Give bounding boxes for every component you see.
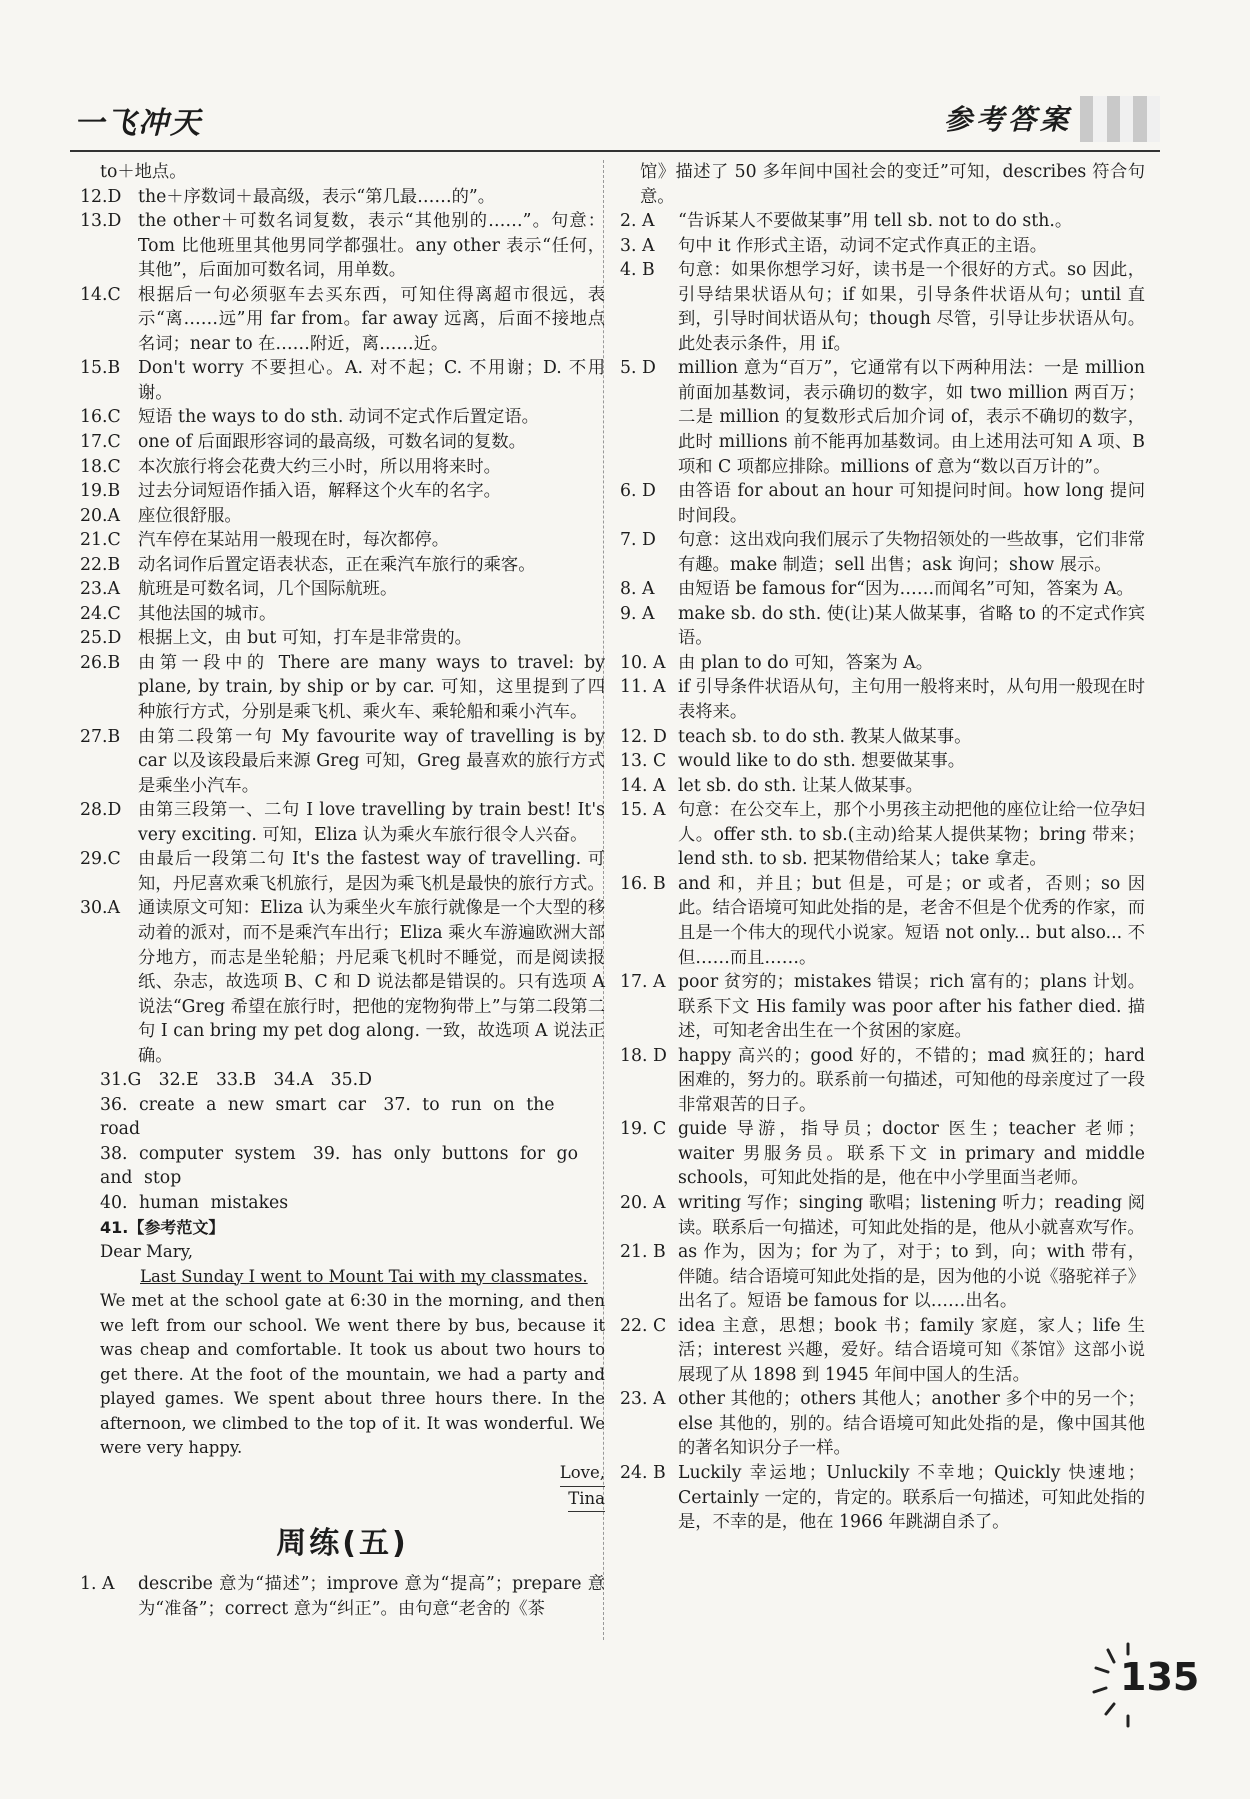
answer-text: to＋地点。 (100, 162, 187, 182)
answer-number: 4. B (620, 260, 655, 281)
answer-number: 11. A (620, 677, 666, 698)
answer-number: 14. A (620, 775, 666, 796)
answer-text: guide 导游，指导员；doctor 医生；teacher 老师；waiter 男服务员。联系下文 in primary and middle schools，可知此处指的是，他在中小学里面当老师。 (678, 1119, 1145, 1189)
short-answer-line: 36. create a new smart car 37. to run on the road (100, 1094, 555, 1140)
answer-text: 句意：在公交车上，那个小男孩主动把他的座位让给一位孕妇人。offer sth. to sb.(主动)给某人提供某物；bring 带来；lend sth. to sb. 把某物借给某人；take 拿走。 (678, 800, 1145, 870)
answer-item (620, 1191, 1145, 1240)
answer-text: 航班是可数名词，几个国际航班。 (138, 579, 398, 600)
right-column (620, 160, 1145, 1535)
answer-text: 本次旅行将会花费大约三小时，所以用将来时。 (138, 456, 501, 477)
answer-item (620, 675, 1145, 724)
answer-text: 馆》描述了 50 多年间中国社会的变迁”可知，describes 符合句意。 (640, 162, 1145, 207)
answer-item (620, 774, 1145, 799)
letter-closing: Love, (100, 1461, 605, 1487)
answer-number: 19.B (80, 481, 121, 502)
answer-item (620, 1117, 1145, 1191)
essay-label: 41.【参考范文】 (100, 1217, 225, 1237)
answer-text: 由 plan to do 可知，答案为 A。 (678, 652, 934, 673)
answer-number: 18.C (80, 456, 121, 477)
answer-number: 15. A (620, 800, 666, 821)
answer-text: Luckily 幸运地；Unluckily 不幸地；Quickly 快速地；Certainly 一定的，肯定的。联系后一句描述，可知此处指的是，不幸的是，他在 1966 年跳湖自杀了。 (678, 1462, 1145, 1533)
answer-item (620, 1387, 1145, 1461)
answer-text: 其他法国的城市。 (138, 603, 277, 624)
answer-number: 6. D (620, 481, 656, 502)
letter-body: We met at the school gate at 6:30 in the morning, and then we left from our school. We went there by bus, because it was cheap and comfortable. It took us about two hours to get there. At the foot of the mountain, we had a party and played games. We spent about three hours there. In the afternoon, we climbed to the top of it. It was wonderful. We were very happy. (100, 1291, 605, 1458)
answer-text: let sb. do sth. 让某人做某事。 (678, 775, 923, 796)
answer-text: 动名词作后置定语表状态，正在乘汽车旅行的乘客。 (138, 554, 536, 575)
answer-number: 10. A (620, 652, 666, 673)
answer-text: other 其他的；others 其他人；another 多个中的另一个；else 其他的，别的。结合语境可知此处指的是，像中国其他的著名知识分子一样。 (678, 1389, 1145, 1459)
answer-text: “告诉某人不要做某事”用 tell sb. not to do sth.。 (678, 211, 1073, 232)
answer-item (80, 528, 605, 553)
answer-number: 3. A (620, 235, 655, 256)
answer-number: 22.B (80, 554, 121, 575)
answer-item (80, 185, 605, 210)
answer-item (620, 651, 1145, 676)
answer-text: 由答语 for about an hour 可知提问时间。how long 提问时间段。 (678, 481, 1145, 526)
answer-number: 23. A (620, 1389, 666, 1410)
answer-item (620, 1044, 1145, 1118)
answer-number: 15.B (80, 358, 121, 379)
answer-text: the other＋可数名词复数，表示“其他别的……”。句意：Tom 比他班里其他男同学都强壮。any other 表示“任何，其他”，后面加可数名词，用单数。 (138, 211, 605, 281)
answer-number: 24. B (620, 1462, 666, 1483)
answer-number: 20. A (620, 1192, 666, 1213)
answer-number: 13.D (80, 211, 122, 232)
answer-text: 句意：这出戏向我们展示了失物招领处的一些故事，它们非常有趣。make 制造；sell 出售；ask 询问；show 展示。 (678, 530, 1145, 575)
answer-text: idea 主意，思想；book 书；family 家庭，家人；life 生活；interest 兴趣，爱好。结合语境可知《茶馆》这部小说展现了从 1898 到 1945 年间中国人的生活。 (678, 1315, 1145, 1385)
answer-text: 过去分词短语作插入语，解释这个火车的名字。 (138, 481, 501, 502)
answer-text: as 作为，因为；for 为了，对于；to 到，向；with 带有，伴随。结合语境可知此处指的是，因为他的小说《骆驼祥子》出名了。短语 be famous for 以……出名。 (678, 1242, 1145, 1312)
letter-first-line: Last Sunday I went to Mount Tai with my classmates. (140, 1266, 588, 1286)
answer-item (80, 455, 605, 480)
answer-item (620, 258, 1145, 356)
answer-item (80, 651, 605, 725)
answer-item (80, 283, 605, 357)
answer-number: 2. A (620, 211, 655, 232)
answer-text: and 和，并且；but 但是，可是；or 或者，否则；so 因此。结合语境可知此处指的是，老舍不但是个优秀的作家，而且是一个伟大的现代小说家。短语 not only... but also... 不但……而且……。 (678, 873, 1145, 968)
short-answer-line: 40. human mistakes (100, 1192, 289, 1213)
answer-text: would like to do sth. 想要做某事。 (678, 751, 966, 772)
answer-text: writing 写作；singing 歌唱；listening 听力；reading 阅读。联系后一句描述，可知此处指的是，他从小就喜欢写作。 (678, 1192, 1145, 1238)
model-letter (80, 1240, 605, 1512)
answer-number: 12.D (80, 186, 122, 207)
answer-item (80, 602, 605, 627)
answer-item (620, 356, 1145, 479)
section-title: 周练(五) (276, 1526, 409, 1562)
answer-item (80, 577, 605, 602)
answer-item (620, 1240, 1145, 1314)
answer-text: 由第三段第一、二句 I love travelling by train best! It's very exciting. 可知，Eliza 认为乘火车旅行很令人兴奋。 (138, 800, 605, 845)
answer-number: 16. B (620, 873, 666, 894)
answer-number: 30.A (80, 898, 120, 919)
answer-text: happy 高兴的；good 好的，不错的；mad 疯狂的；hard 困难的，努力的。联系前一句描述，可知他的母亲度过了一段非常艰苦的日子。 (678, 1045, 1145, 1115)
answer-text: teach sb. to do sth. 教某人做某事。 (678, 726, 972, 747)
answer-item (80, 209, 605, 283)
answer-text: 通读原文可知：Eliza 认为乘坐火车旅行就像是一个大型的移动着的派对，而不是乘汽车出行；Eliza 乘火车游遍欧洲大部分地方，而志是坐轮船；丹尼乘飞机时不睡觉，而是阅读报纸、杂志，故选项 B、C 和 D 说法都是错误的。只有选项 A 说法“Greg 希望在旅行时，把他的宠物狗带上”与第二段第二句 I can bring my pet dog along. 一致，故选项 A 说法正确。 (138, 898, 605, 1066)
answer-item (620, 1461, 1145, 1535)
answer-item (620, 872, 1145, 970)
section-answer-list (80, 1572, 605, 1621)
answer-item (620, 160, 1145, 209)
answer-number: 22. C (620, 1315, 667, 1336)
answer-item (80, 847, 605, 896)
letter-greeting: Dear Mary, (100, 1242, 193, 1262)
answer-number: 27.B (80, 726, 121, 747)
answer-number: 23.A (80, 579, 120, 600)
answer-text: make sb. do sth. 使(让)某人做某事，省略 to 的不定式作宾语。 (678, 603, 1146, 649)
answer-number: 21. B (620, 1242, 666, 1263)
answer-item (80, 626, 605, 651)
answer-item (620, 725, 1145, 750)
answer-item (80, 504, 605, 529)
answer-text: the＋序数词＋最高级，表示“第几最……的”。 (138, 186, 496, 207)
answer-item (80, 430, 605, 455)
right-answer-list (620, 160, 1145, 1535)
answer-number: 29.C (80, 849, 121, 870)
letter-signature: Tina (100, 1487, 605, 1513)
answer-number: 13. C (620, 751, 667, 772)
answer-number: 7. D (620, 530, 656, 551)
answer-item (620, 209, 1145, 234)
answer-item (80, 725, 605, 799)
answer-text: million 意为“百万”，它通常有以下两种用法：一是 million 前面加基数词，表示确切的数字，如 two million 两百万；二是 million 的复数形式后加介词 of，表示不确切的数字，此时 millions 前不能再加基数词。由上述用法可知 A 项、B 项和 C 项都应排除。millions of 意为“数以百万计的”。 (678, 358, 1145, 477)
answer-item (620, 528, 1145, 577)
answer-text: 由短语 be famous for“因为……而闻名”可知，答案为 A。 (678, 579, 1134, 600)
answer-item (80, 405, 605, 430)
answer-text: 短语 the ways to do sth. 动词不定式作后置定语。 (138, 407, 539, 428)
answer-text: 由第二段第一句 My favourite way of travelling is by car 以及该段最后来源 Greg 可知，Greg 最喜欢的旅行方式是乘坐小汽车。 (138, 726, 605, 796)
answer-number: 17. A (620, 972, 666, 993)
answer-item (80, 160, 605, 185)
left-column (80, 160, 605, 1621)
answer-text: describe 意为“描述”；improve 意为“提高”；prepare 意为“准备”；correct 意为“纠正”。由句意“老舍的《茶 (138, 1574, 605, 1619)
answer-item (80, 896, 605, 1068)
header-title: 参考答案 (943, 103, 1072, 136)
answer-number: 26.B (80, 652, 121, 673)
answer-text: 座位很舒服。 (138, 505, 242, 526)
short-answer-line: 38. computer system 39. has only buttons for go and stop (100, 1143, 578, 1189)
answer-item (80, 479, 605, 504)
answer-text: 句中 it 作形式主语，动词不定式作真正的主语。 (678, 235, 1048, 256)
short-answer-list (80, 1068, 605, 1215)
page-number: 135 (1120, 1655, 1200, 1699)
answer-number: 14.C (80, 284, 121, 305)
answer-number: 28.D (80, 800, 122, 821)
short-answer-line: 31.G 32.E 33.B 34.A 35.D (100, 1070, 372, 1091)
answer-number: 9. A (620, 603, 655, 624)
answer-text: 句意：如果你想学习好，读书是一个很好的方式。so 因此，引导结果状语从句；if 如果，引导条件状语从句；until 直到，引导时间状语从句；though 尽管，引导让步状语从句。此处表示条件，用 if。 (678, 260, 1145, 354)
answer-number: 25.D (80, 628, 122, 649)
answer-item (80, 1572, 605, 1621)
answer-item (620, 749, 1145, 774)
answer-number: 16.C (80, 407, 121, 428)
answer-text: if 引导条件状语从句，主句用一般将来时，从句用一般现在时表将来。 (678, 677, 1145, 723)
answer-number: 18. D (620, 1045, 667, 1066)
answer-number: 5. D (620, 358, 656, 379)
brand-logo: 一飞冲天 (74, 106, 202, 141)
answer-number: 8. A (620, 579, 655, 600)
answer-text: 由第一段中的 There are many ways to travel: by plane, by train, by ship or by car. 可知，这里提到了四种旅行方式，分别是乘飞机、乘火车、乘轮船和乘小汽车。 (138, 652, 605, 723)
answer-item (620, 798, 1145, 872)
answer-number: 21.C (80, 530, 121, 551)
answer-number: 19. C (620, 1119, 667, 1140)
answer-item (80, 356, 605, 405)
answer-item (620, 479, 1145, 528)
answer-text: 根据后一句必须驱车去买东西，可知住得离超市很远，表示“离……远”用 far from。far away 远离，后面不接地点名词；near to 在……附近，离……近。 (138, 284, 605, 354)
answer-number: 24.C (80, 603, 121, 624)
answer-number: 20.A (80, 505, 120, 526)
answer-item (620, 602, 1145, 651)
answer-number: 12. D (620, 726, 667, 747)
answer-text: poor 贫穷的；mistakes 错误；rich 富有的；plans 计划。联系下文 His family was poor after his father died. 描述，可知老舍出生在一个贫困的家庭。 (678, 972, 1145, 1042)
answer-item (80, 553, 605, 578)
answer-text: Don't worry 不要担心。A. 对不起；C. 不用谢；D. 不用谢。 (138, 358, 605, 403)
answer-item (80, 798, 605, 847)
checker-ornament (1080, 96, 1160, 142)
answer-text: 根据上文，由 but 可知，打车是非常贵的。 (138, 628, 472, 649)
page-header (70, 92, 1160, 152)
left-answer-list (80, 160, 605, 1068)
answer-item (620, 234, 1145, 259)
answer-number: 1. A (80, 1574, 115, 1595)
answer-text: 由最后一段第二句 It's the fastest way of travelling. 可知，丹尼喜欢乘飞机旅行，是因为乘飞机是最快的旅行方式。 (138, 849, 605, 894)
answer-item (620, 1314, 1145, 1388)
answer-number: 17.C (80, 432, 121, 453)
answer-item (620, 970, 1145, 1044)
answer-item (620, 577, 1145, 602)
answer-text: 汽车停在某站用一般现在时，每次都停。 (138, 530, 450, 551)
answer-text: one of 后面跟形容词的最高级，可数名词的复数。 (138, 432, 526, 453)
